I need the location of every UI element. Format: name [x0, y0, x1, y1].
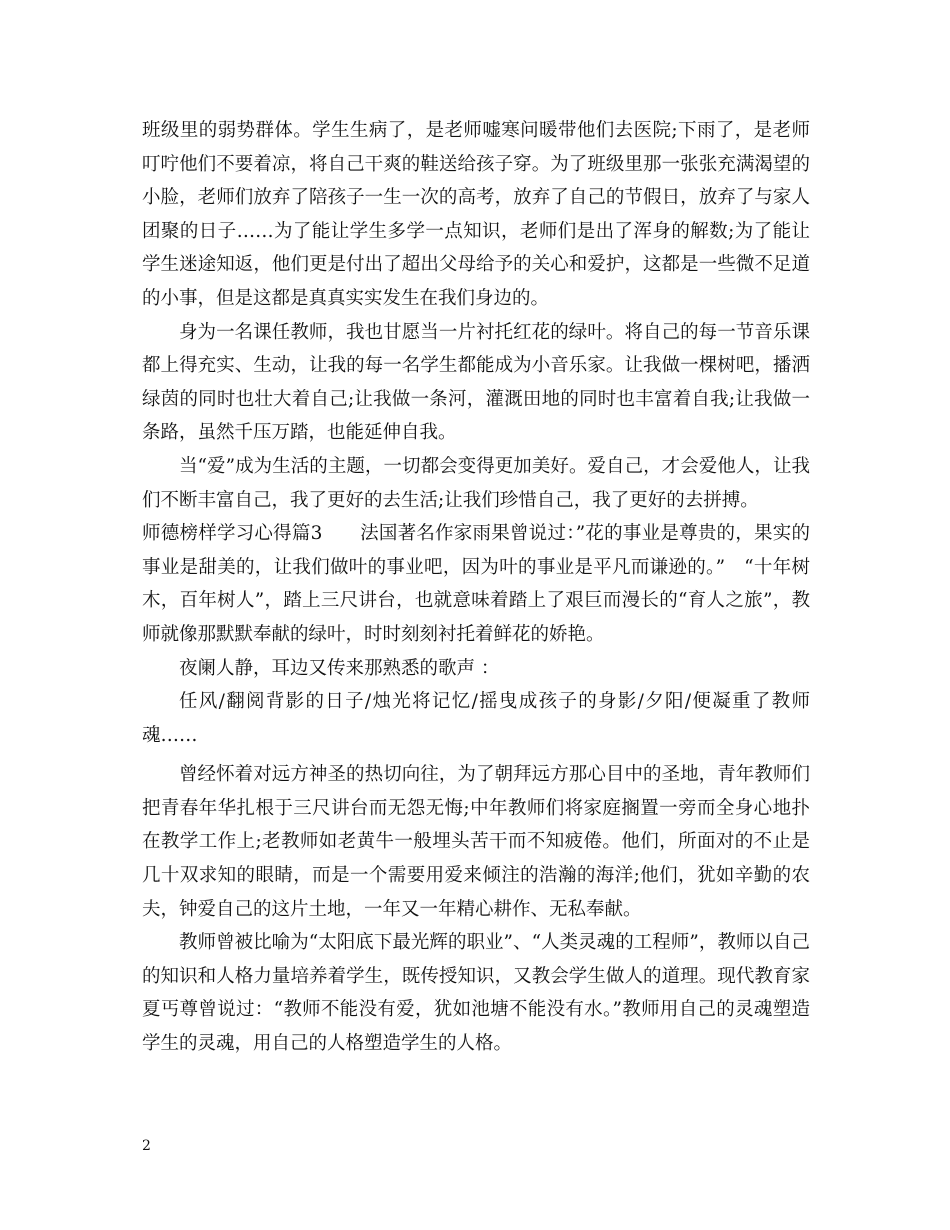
poem-line: 任风/翻阅背影的日子/烛光将记忆/摇曳成孩子的身影/夕阳/便凝重了教师魂……	[142, 691, 810, 746]
paragraph: 教师曾被比喻为“太阳底下最光辉的职业”、“人类灵魂的工程师”，教师以自己的知识和人格力量培养着学生，既传授知识，又教会学生做人的道理。现代教育家夏丐尊曾说过：“教师不能没有爱，犹如池塘不能没有水。”教师用自己的灵魂塑造学生的灵魂，用自己的人格塑造学生的人格。	[142, 932, 810, 1055]
paragraph-continuation: 班级里的弱势群体。学生生病了，是老师嘘寒问暖带他们去医院;下雨了，是老师叮咛他们不要着凉，将自己干爽的鞋送给孩子穿。为了班级里那一张张充满渴望的小脸，老师们放弃了陪孩子一生一次的高考，放弃了自己的节假日，放弃了与家人团聚的日子……为了能让学生多学一点知识，老师们是出了浑身的解数;为了能让学生迷途知返，他们更是付出了超出父母给予的关心和爱护，这都是一些微不足道的小事，但是这都是真真实实发生在我们身边的。	[142, 120, 810, 309]
page-number: 2	[142, 1138, 151, 1154]
paragraph: 夜阑人静，耳边又传来那熟悉的歌声 ：	[179, 657, 500, 679]
paragraph: 身为一名课任教师，我也甘愿当一片衬托红花的绿叶。将自己的每一节音乐课都上得充实、生动，让我的每一名学生都能成为小音乐家。让我做一棵树吧，播洒绿茵的同时也壮大着自己;让我做一条河，灌溉田地的同时也丰富着自我;让我做一条路，虽然千压万踏，也能延伸自我。	[142, 321, 810, 444]
paragraph: 曾经怀着对远方神圣的热切向往，为了朝拜远方那心目中的圣地，青年教师们把青春年华扎根于三尺讲台而无怨无悔;中年教师们将家庭搁置一旁而全身心地扑在教学工作上;老教师如老黄牛一般埋头苦干而不知疲倦。他们，所面对的不止是几十双求知的眼睛，而是一个需要用爱来倾注的浩瀚的海洋;他们，犹如辛勤的农夫，钟爱自己的这片土地，一年又一年精心耕作、无私奉献。	[142, 764, 810, 920]
document-body	[142, 114, 810, 1061]
paragraph-section-start: 师德榜样学习心得篇3 法国著名作家雨果曾说过：”花的事业是尊贵的，果实的事业是甜美的，让我们做叶的事业吧，因为叶的事业是平凡而谦逊的。” “十年树木，百年树人”，踏上三尺讲台，也就意味着踏上了艰巨而漫长的“育人之旅”，教师就像那默默奉献的绿叶，时时刻刻衬托着鲜花的娇艳。	[142, 523, 810, 645]
paragraph: 当“爱”成为生活的主题，一切都会变得更加美好。爱自己，才会爱他人，让我们不断丰富自己，我了更好的去生活;让我们珍惜自己，我了更好的去拼搏。	[142, 455, 810, 511]
